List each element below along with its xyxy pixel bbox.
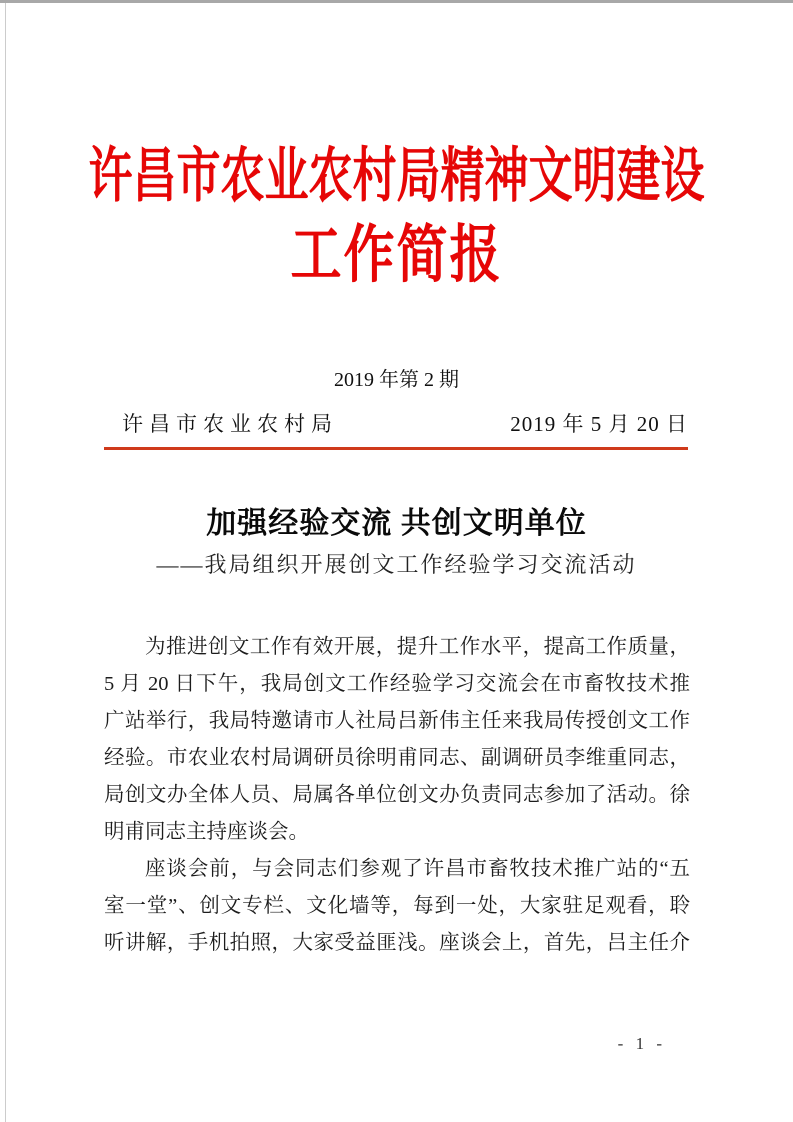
masthead-row	[104, 410, 690, 438]
page-top-edge	[0, 0, 793, 3]
body-line: 室一堂”、创文专栏、文化墙等，每到一处，大家驻足观看，聆	[104, 895, 690, 917]
article-title: 加强经验交流 共创文明单位	[206, 507, 587, 540]
body-line: 为推进创文工作有效开展，提升工作水平，提高工作质量，	[145, 636, 690, 658]
masthead-rule	[104, 447, 688, 450]
organization-name: 许昌市农业农村局	[122, 412, 338, 436]
body-line: 局创文办全体人员、局属各单位创文办负责同志参加了活动。徐	[104, 784, 690, 806]
issue-number: 2019 年第 2 期	[334, 369, 459, 391]
publish-date: 2019 年 5 月 20 日	[510, 412, 688, 436]
masthead-title-line2: 工作简报	[290, 222, 503, 291]
page-number: - 1 -	[617, 1034, 666, 1053]
article-subtitle: ——我局组织开展创文工作经验学习交流活动	[156, 552, 637, 577]
article-body	[104, 629, 690, 962]
body-line: 广站举行，我局特邀请市人社局吕新伟主任来我局传授创文工作	[104, 710, 690, 732]
body-line: 经验。市农业农村局调研员徐明甫同志、副调研员李维重同志，	[104, 747, 690, 769]
masthead-title-line1: 许昌市农业农村局精神文明建设	[88, 143, 705, 210]
body-line: 座谈会前，与会同志们参观了许昌市畜牧技术推广站的“五	[145, 858, 690, 880]
body-line: 听讲解，手机拍照，大家受益匪浅。座谈会上，首先，吕主任介	[104, 932, 690, 954]
body-line: 明甫同志主持座谈会。	[104, 821, 309, 843]
body-line: 5 月 20 日下午，我局创文工作经验学习交流会在市畜牧技术推	[104, 673, 690, 695]
